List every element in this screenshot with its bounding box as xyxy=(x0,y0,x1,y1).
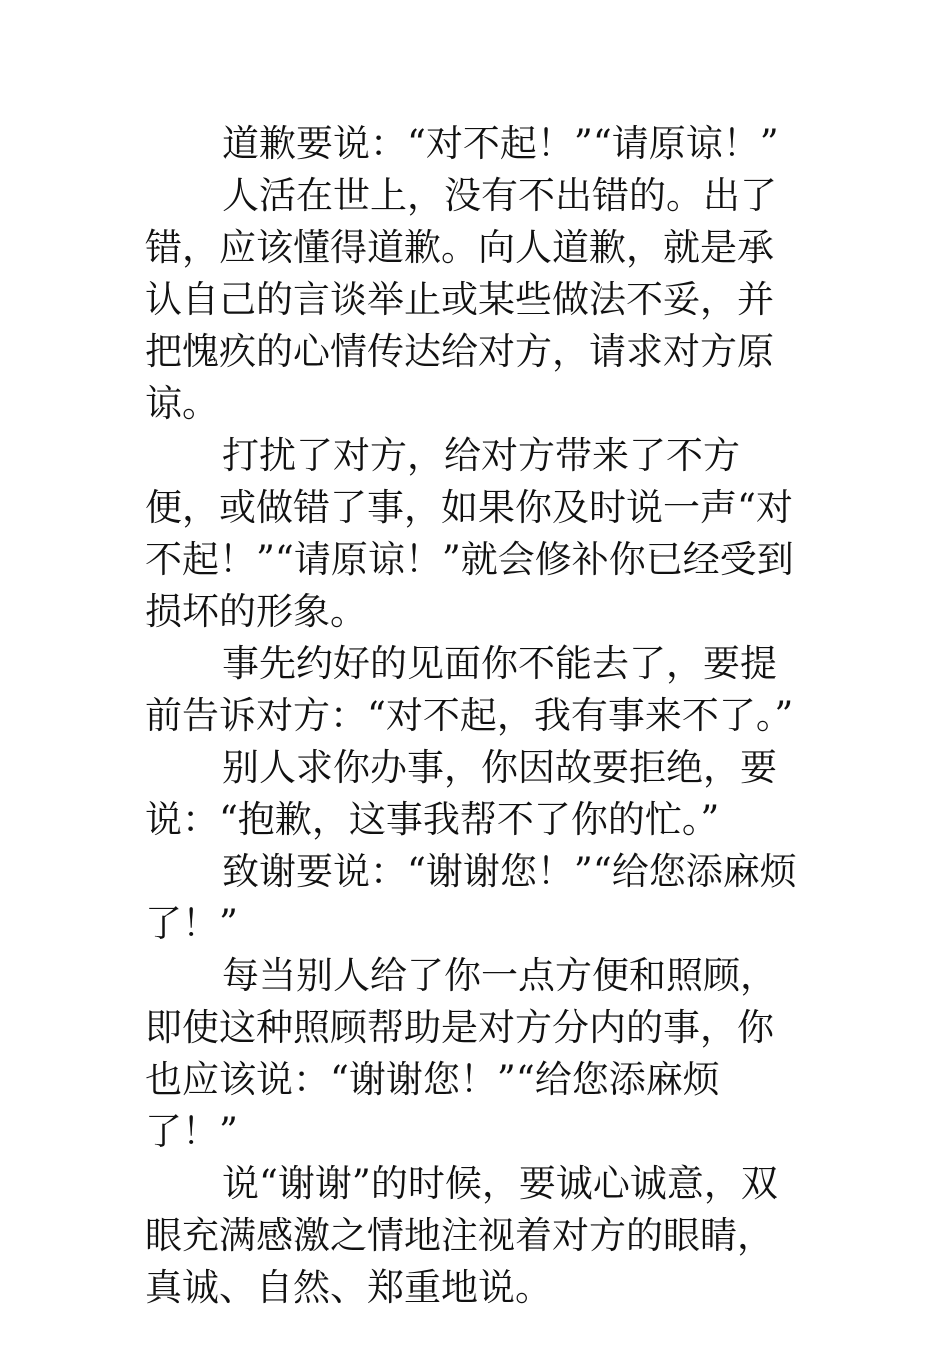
paragraph-sincere-thanks: 说“谢谢”的时候，要诚心诚意，双眼充满感激之情地注视着对方的眼睛，真诚、自然、郑重地说。 xyxy=(145,1162,778,1309)
document-body xyxy=(145,118,810,1314)
paragraph-thanks-phrases: 致谢要说：“谢谢您！”“给您添麻烦了！” xyxy=(145,850,797,945)
paragraph-learning-to-apologize: 人活在世上，没有不出错的。出了错，应该懂得道歉。向人道歉，就是承认自己的言谈举止或某些做法不妥，并把愧疚的心情传达给对方，请求对方原谅。 xyxy=(145,174,777,425)
paragraph-refuse-request: 别人求你办事，你因故要拒绝，要说：“抱歉，这事我帮不了你的忙。” xyxy=(145,746,777,841)
paragraph-cancel-appointment: 事先约好的见面你不能去了，要提前告诉对方：“对不起，我有事来不了。” xyxy=(145,642,794,737)
paragraph-apology-phrases: 道歉要说：“对不起！”“请原谅！” xyxy=(222,122,779,165)
paragraph-receive-help: 每当别人给了你一点方便和照顾，即使这种照顾帮助是对方分内的事，你也应该说：“谢谢您！”“给您添麻烦了！” xyxy=(145,954,777,1153)
paragraph-disturbing-others: 打扰了对方，给对方带来了不方便，或做错了事，如果你及时说一声“对不起！”“请原谅！”就会修补你已经受到损坏的形象。 xyxy=(145,434,794,633)
